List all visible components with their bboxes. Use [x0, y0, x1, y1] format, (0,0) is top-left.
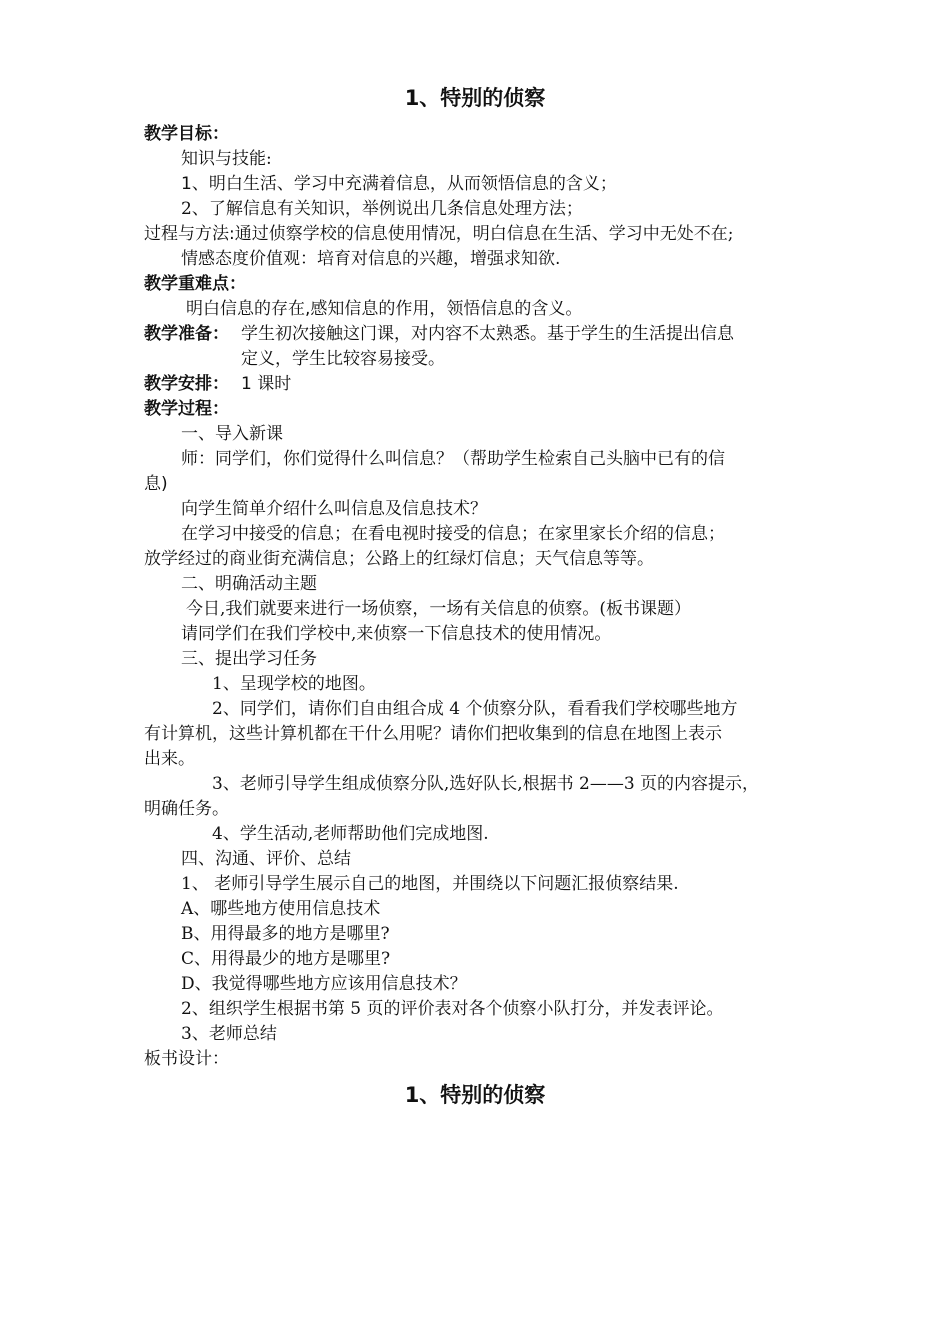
process-method-b: 侦察学校的信息使用情况，	[268, 224, 473, 244]
section-4-question-a: A、哪些地方使用信息技术	[181, 899, 381, 919]
preparation-text-1: 学生初次接触这门课，对内容不太熟悉。基于学生的生活提出信息	[241, 324, 734, 344]
knowledge-label-line	[0, 147, 950, 171]
process-method-c: 明白信息在生活、学习中	[472, 224, 660, 244]
key-points-line	[0, 297, 950, 321]
section-4-question-d: D、我觉得哪些地方应该用信息技术？	[181, 974, 467, 994]
board-design-label: 板书设计：	[144, 1049, 229, 1069]
section-4-question-a-line	[0, 897, 950, 921]
section-4-question-d-line	[0, 972, 950, 996]
section-3-item-3b: 明确任务。	[144, 799, 229, 819]
section-3-item-2-line-b	[0, 722, 950, 746]
key-points-label: 教学重难点：	[144, 274, 246, 294]
section-3-item-2-line-c	[0, 747, 950, 771]
section-4-item-1-line	[0, 872, 950, 896]
section-1-question-c: 息)	[144, 474, 168, 494]
process-label: 教学过程：	[144, 399, 229, 419]
section-3-item-4: 4、学生活动,老师帮助他们完成地图.	[212, 824, 489, 844]
section-4-item-3: 3、老师总结	[181, 1024, 277, 1044]
arrangement-line	[0, 372, 950, 396]
section-2-line-1	[0, 597, 950, 621]
section-1-example-1: 在学习中接受的信息；在看电视时接受的信息；在家里家长介绍的信息；	[181, 524, 725, 544]
page-title: 1、特别的侦察	[404, 86, 546, 110]
board-design-line	[0, 1047, 950, 1071]
section-2-title: 二、明确活动主题	[181, 574, 317, 594]
preparation-label: 教学准备：	[144, 324, 229, 344]
key-points-text: 明白信息的存在,感知信息的作用，领悟信息的含义。	[186, 299, 583, 319]
key-points-heading	[0, 272, 950, 296]
knowledge-label: 知识与技能:	[181, 149, 272, 169]
arrangement-label: 教学安排：	[144, 374, 229, 394]
preparation-line-1	[0, 322, 950, 346]
section-3-item-1-line	[0, 672, 950, 696]
section-1-intro: 向学生简单介绍什么叫信息及信息技术？	[181, 499, 487, 519]
process-heading	[0, 397, 950, 421]
section-1-question-line	[0, 447, 950, 471]
emotion-text: 培育对信息的兴趣，增强求知欲.	[317, 249, 561, 269]
section-3-title: 三、提出学习任务	[181, 649, 317, 669]
section-4-item-2: 2、组织学生根据书第 5 页的评价表对各个侦察小队打分，并发表评论。	[181, 999, 724, 1019]
section-3-item-3a: 3、老师引导学生组成侦察分队,选好队长,根据书 2——3 页的内容提示，	[212, 774, 760, 794]
section-3-item-4-line	[0, 822, 950, 846]
objective-item-2: 2、了解信息有关知识，举例说出几条信息处理方法；	[181, 199, 583, 219]
section-3-item-2a: 2、同学们，请你们自由组合成 4 个侦察分队，看看我们学校哪些地方	[212, 699, 738, 719]
section-1-question-cont	[0, 472, 950, 496]
process-method-a: 过程与方法:通过	[144, 224, 269, 244]
section-4-question-c-line	[0, 947, 950, 971]
board-design-title: 1、特别的侦察	[404, 1083, 546, 1107]
section-1-title: 一、导入新课	[181, 424, 283, 444]
section-2-line-2	[0, 622, 950, 646]
section-2-text-2: 请同学们在我们学校中,来侦察一下信息技术的使用情况。	[181, 624, 612, 644]
section-4-item-1: 1、 老师引导学生展示自己的地图，并围绕以下问题汇报侦察结果.	[181, 874, 679, 894]
section-4-item-3-line	[0, 1022, 950, 1046]
objective-item-1: 1、明白生活、学习中充满着信息，从而领悟信息的含义；	[181, 174, 617, 194]
preparation-text-2: 定义，学生比较容易接受。	[241, 349, 445, 369]
section-4-question-b-line	[0, 922, 950, 946]
objective-item-2-line	[0, 197, 950, 221]
process-method-d: 无处不在;	[659, 224, 734, 244]
section-3-item-2b: 有计算机，这些计算机都在干什么用呢？请你们把收集到的信息在地图上表示	[144, 724, 722, 744]
section-1-question-a: 师：同学们，你们觉得什么叫信息？（帮助学生	[181, 449, 538, 469]
process-method-line	[0, 222, 950, 246]
section-1-question-b: 检索自己头脑中已有的信	[538, 449, 725, 469]
section-1-example-line-1	[0, 522, 950, 546]
section-4-heading	[0, 847, 950, 871]
section-3-item-2-line-a	[0, 697, 950, 721]
section-4-title: 四、沟通、评价、总结	[181, 849, 351, 869]
section-4-question-c: C、用得最少的地方是哪里?	[181, 949, 391, 969]
objectives-label: 教学目标：	[144, 124, 229, 144]
section-1-heading	[0, 422, 950, 446]
arrangement-value: 1 课时	[241, 374, 292, 394]
section-2-heading	[0, 572, 950, 596]
objective-item-1-line	[0, 172, 950, 196]
section-1-example-line-2	[0, 547, 950, 571]
objectives-heading	[0, 122, 950, 146]
section-1-example-2: 放学经过的商业街充满信息；公路上的红绿灯信息；天气信息等等。	[144, 549, 654, 569]
section-4-question-b: B、用得最多的地方是哪里?	[181, 924, 390, 944]
section-2-text-1: 今日,我们就要来进行一场侦察，一场有关信息的侦察。(板书课题）	[186, 599, 692, 619]
emotion-line	[0, 247, 950, 271]
emotion-label: 情感态度价值观：	[181, 249, 317, 269]
section-3-item-1: 1、呈现学校的地图。	[212, 674, 376, 694]
section-4-item-2-line	[0, 997, 950, 1021]
section-3-item-2c: 出来。	[144, 749, 195, 769]
section-3-heading	[0, 647, 950, 671]
preparation-line-2	[0, 347, 950, 371]
section-3-item-3-line-a	[0, 772, 950, 796]
section-3-item-3-line-b	[0, 797, 950, 821]
section-1-intro-line	[0, 497, 950, 521]
